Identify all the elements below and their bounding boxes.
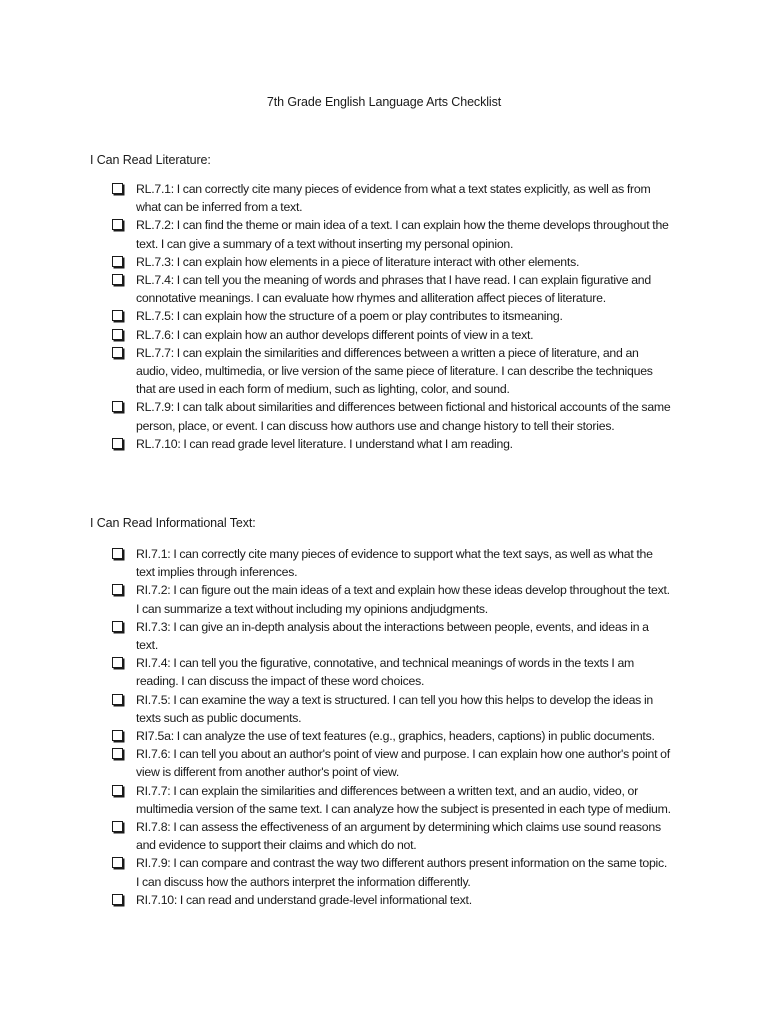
checklist-item-text: RI.7.5: I can examine the way a text is structured. I can tell you how this helps to develop the ideas in texts such as public documents.: [136, 692, 654, 725]
checklist-item: [112, 271, 672, 307]
checklist-item: [112, 727, 672, 745]
checkbox-icon[interactable]: [112, 730, 123, 741]
checkbox-icon[interactable]: [112, 621, 123, 632]
checklist-item-text: RI7.5a: I can analyze the use of text features (e.g., graphics, headers, captions) in public documents.: [136, 729, 655, 744]
checklist-item: [112, 398, 672, 434]
checkbox-icon[interactable]: [112, 584, 123, 595]
checklist-item-text: RI.7.9: I can compare and contrast the way two different authors present information on the same topic. I can discuss how the authors interpret the information differently.: [136, 856, 668, 889]
checkbox-icon[interactable]: [112, 857, 123, 868]
checklist-item-text: RL.7.5: I can explain how the structure of a poem or play contributes to itsmeaning.: [136, 309, 563, 324]
checklist-item: [112, 691, 672, 727]
checkbox-icon[interactable]: [112, 329, 123, 340]
checkbox-icon[interactable]: [112, 821, 123, 832]
checklist-item-text: RI.7.3: I can give an in-depth analysis about the interactions between people, events, and ideas in a text.: [136, 619, 649, 653]
checkbox-icon[interactable]: [112, 657, 123, 668]
section-heading-informational: I Can Read Informational Text:: [90, 516, 256, 530]
checklist-item-text: RL.7.1: I can correctly cite many pieces of evidence from what a text states explicitly, as well as from what can be inferred from a text.: [136, 182, 651, 215]
checkbox-icon[interactable]: [112, 274, 123, 285]
checklist-item-text: RI.7.1: I can correctly cite many pieces of evidence to support what the text says, as well as what the text implies through inferences.: [136, 547, 653, 580]
checklist-item: [112, 581, 672, 617]
checklist-item-text: RL.7.9: I can talk about similarities and differences between fictional and historical accounts of the same person, place, or event. I can discuss how authors use and change history to tell their stories.: [136, 400, 671, 433]
checklist-item: [112, 545, 672, 581]
checkbox-icon[interactable]: [112, 785, 123, 796]
checkbox-icon[interactable]: [112, 401, 123, 412]
checklist-item: [112, 745, 672, 781]
checklist-item: [112, 307, 672, 325]
checklist-item: [112, 891, 672, 909]
checklist-item-text: RI.7.10: I can read and understand grade-level informational text.: [136, 892, 472, 907]
checklist-item-text: RL.7.6: I can explain how an author develops different points of view in a text.: [136, 327, 534, 342]
checklist-item-text: RL.7.4: I can tell you the meaning of words and phrases that I have read. I can explain figurative and connotative meanings. I can evaluate how rhymes and alliteration affect pieces of literature.: [136, 273, 651, 306]
checkbox-icon[interactable]: [112, 183, 123, 194]
checklist-item-text: RL.7.7: I can explain the similarities and differences between a written a piece of literature, and an audio, video, multimedia, or live version of the same piece of literature. I can describe the techniques that are used in each form of medium, such as lighting, color, and sound.: [136, 345, 653, 397]
checklist-item-text: RL.7.10: I can read grade level literature. I understand what I am reading.: [136, 436, 513, 451]
checklist-literature: [112, 180, 672, 453]
checklist-item-text: RI.7.2: I can figure out the main ideas of a text and explain how these ideas develop throughout the text. I can summarize a text without including my opinions andjudgments.: [136, 583, 670, 616]
checkbox-icon[interactable]: [112, 748, 123, 759]
checklist-item-text: RI.7.8: I can assess the effectiveness of an argument by determining which claims use sound reasons and evidence to support their claims and which do not.: [136, 820, 661, 853]
checklist-item: [112, 435, 672, 453]
checklist-item-text: RI.7.7: I can explain the similarities and differences between a written text, and an audio, video, or multimedia version of the same text. I can analyze how the subject is presented in each type of medium.: [136, 783, 671, 816]
checkbox-icon[interactable]: [112, 347, 123, 358]
checklist-item-text: RI.7.4: I can tell you the figurative, connotative, and technical meanings of words in the texts I am reading. I can discuss the impact of these word choices.: [136, 656, 635, 689]
checklist-item-text: RI.7.6: I can tell you about an author's point of view and purpose. I can explain how one author's point of view is different from another author's point of view.: [136, 747, 670, 780]
checklist-item: [112, 216, 672, 252]
section-heading-literature: I Can Read Literature:: [90, 153, 211, 167]
checklist-item-text: RL.7.3: I can explain how elements in a piece of literature interact with other elements.: [136, 254, 580, 269]
checkbox-icon[interactable]: [112, 219, 123, 230]
checklist-item: [112, 326, 672, 344]
checkbox-icon[interactable]: [112, 310, 123, 321]
checklist-item: [112, 253, 672, 271]
checklist-item: [112, 180, 672, 216]
checklist-item: [112, 854, 672, 890]
checklist-item-text: RL.7.2: I can find the theme or main idea of a text. I can explain how the theme develops throughout the text. I can give a summary of a text without inserting my personal opinion.: [136, 218, 669, 251]
checkbox-icon[interactable]: [112, 694, 123, 705]
checkbox-icon[interactable]: [112, 438, 123, 449]
checklist-item: [112, 818, 672, 854]
checklist-item: [112, 654, 672, 690]
checkbox-icon[interactable]: [112, 548, 123, 559]
document-title: 7th Grade English Language Arts Checklist: [266, 95, 502, 109]
checklist-item: [112, 782, 672, 818]
checkbox-icon[interactable]: [112, 894, 123, 905]
checklist-item: [112, 344, 672, 399]
checklist-informational: [112, 545, 672, 909]
checklist-item: [112, 618, 672, 654]
checkbox-icon[interactable]: [112, 256, 123, 267]
